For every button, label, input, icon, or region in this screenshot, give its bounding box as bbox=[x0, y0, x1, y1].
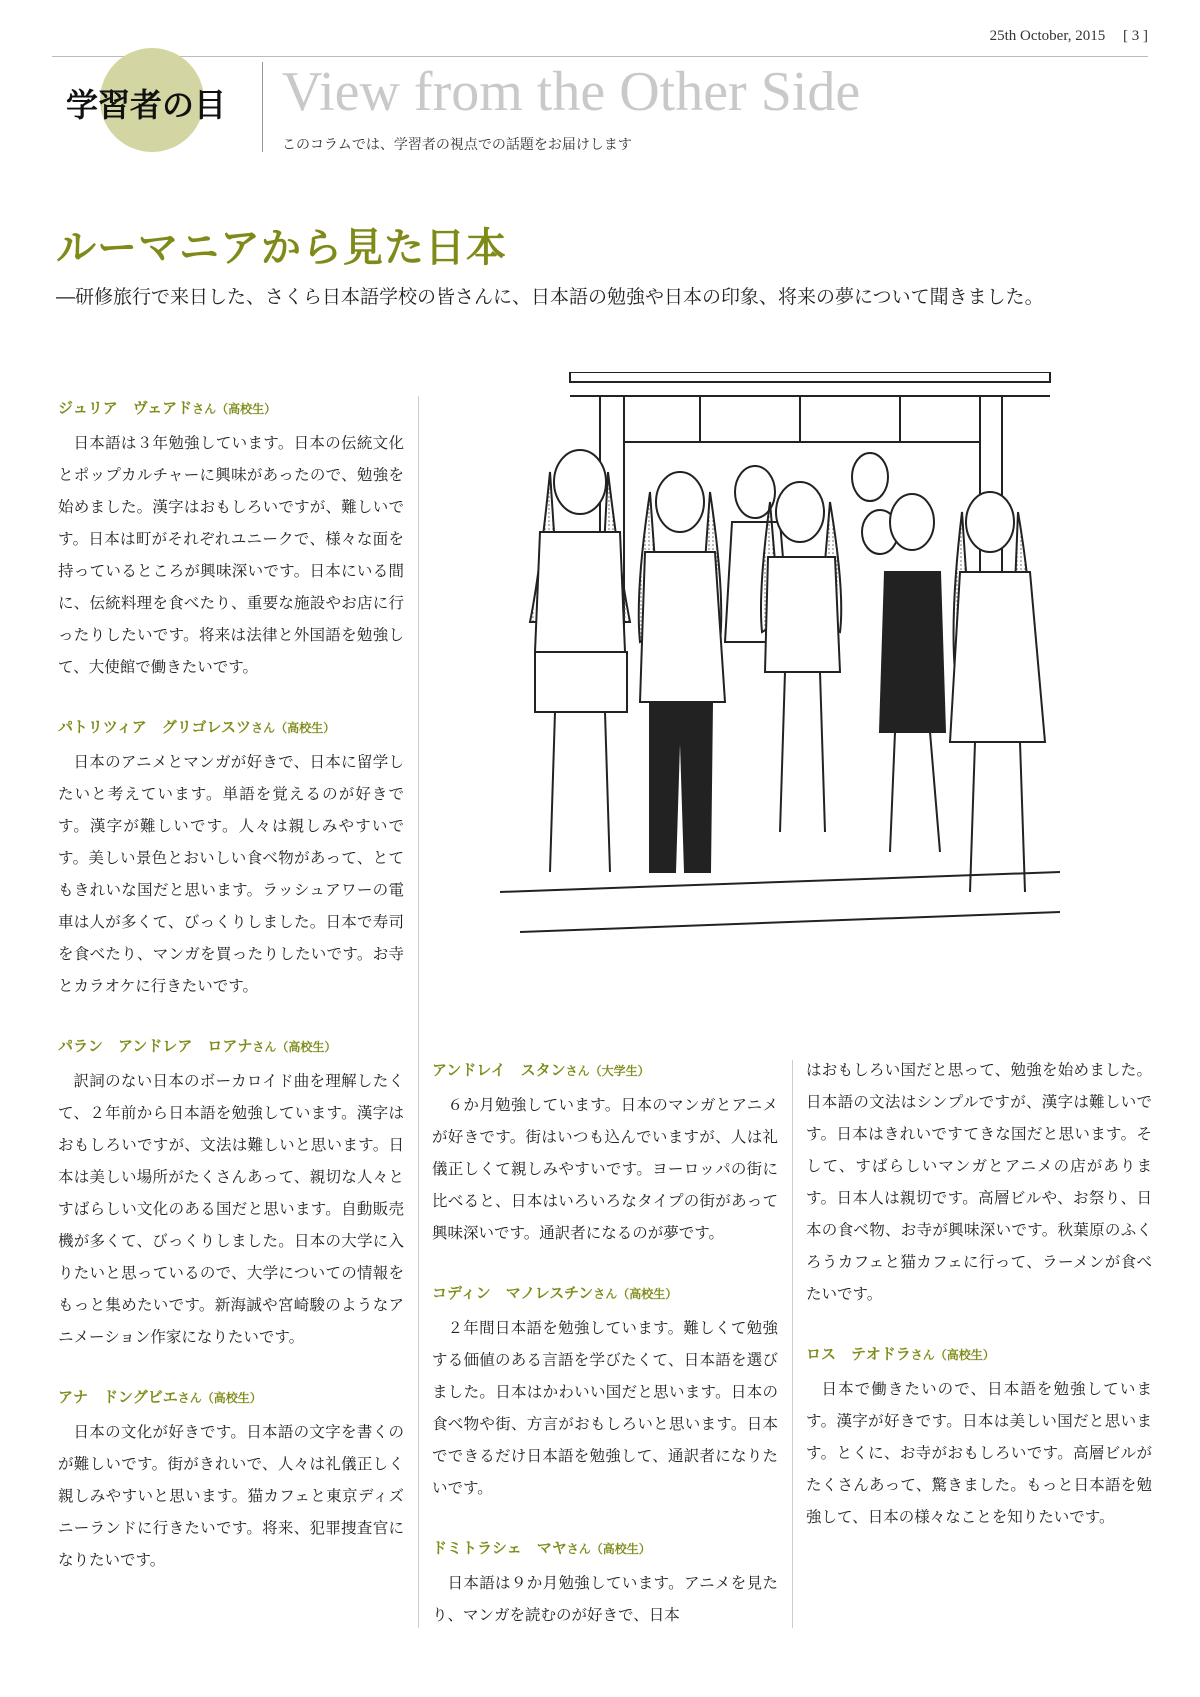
issue-date: 25th October, 2015 bbox=[989, 28, 1106, 44]
person-name: ジュリア ヴェアドさん（高校生） bbox=[58, 399, 277, 417]
person-text: 日本の文化が好きです。日本語の文字を書くのが難しいです。街がきれいで、人々は礼儀正しく親しみやすいと思います。猫カフェと東京ディズニーランドに行きたいです。将来、犯罪捜査官になりたいです。 bbox=[58, 1423, 404, 1569]
column-description: このコラムでは、学習者の視点での話題をお届けします bbox=[282, 137, 632, 153]
figure-2 bbox=[639, 472, 725, 872]
interview-entry bbox=[58, 711, 404, 1002]
person-text: 日本語は９か月勉強しています。アニメを見たり、マンガを読むのが好きで、日本 bbox=[432, 1574, 778, 1624]
person-text: ６か月勉強しています。日本のマンガとアニメが好きです。街はいつも込んでいますが、人は礼儀正しくて親しみやすいです。ヨーロッパの街に比べると、日本はいろいろなタイプの街があって興味深いです。通訳者になるのが夢です。 bbox=[432, 1096, 778, 1242]
column-left bbox=[58, 392, 404, 1604]
person-name: コディン マノレスチンさん（高校生） bbox=[432, 1284, 678, 1302]
header-rule bbox=[52, 56, 1148, 57]
issue-date-line bbox=[990, 28, 1148, 45]
students-group-illustration bbox=[500, 372, 1060, 972]
interview-entry bbox=[432, 1054, 778, 1249]
interview-entry bbox=[806, 1338, 1152, 1533]
interview-entry bbox=[58, 1030, 404, 1353]
person-text: 日本で働きたいので、日本語を勉強しています。漢字が好きです。日本は美しい国だと思います。とくに、お寺がおもしろいです。高層ビルがたくさんあって、驚きました。もっと日本語を勉強して、日本の様々なことを知りたいです。 bbox=[806, 1380, 1152, 1526]
person-name: アンドレイ スタンさん（大学生） bbox=[432, 1061, 650, 1079]
person-text: 日本のアニメとマンガが好きで、日本に留学したいと考えています。単語を覚えるのが好きです。漢字が難しいです。人々は親しみやすいです。美しい景色とおいしい食べ物があって、とてもきれいな国だと思います。ラッシュアワーの電車は人が多くて、びっくりしました。日本で寿司を食べたり、マンガを買ったりしたいです。お寺とカラオケに行きたいです。 bbox=[58, 753, 404, 995]
person-text: 日本語は３年勉強しています。日本の伝統文化とポップカルチャーに興味があったので、勉強を始めました。漢字はおもしろいですが、難しいです。日本は町がそれぞれユニークで、様々な面を持っているところが興味深いです。日本にいる間に、伝統料理を食べたり、重要な施設やお店に行ったりしたいです。将来は法律と外国語を勉強して、大使館で働きたいです。 bbox=[58, 434, 404, 676]
person-text: 訳詞のない日本のボーカロイド曲を理解したくて、２年前から日本語を勉強しています。漢字はおもしろいですが、文法は難しいと思います。日本は美しい場所がたくさんあって、親切な人々とすばらしい文化のある国だと思います。自動販売機が多くて、びっくりしました。日本の大学に入りたいと思っているので、大学についての情報をもっと集めたいです。新海誠や宮崎駿のようなアニメーション作家になりたいです。 bbox=[58, 1072, 404, 1346]
person-name: ロス テオドラさん（高校生） bbox=[806, 1345, 995, 1363]
article-title: ルーマニアから見た日本 bbox=[56, 225, 507, 271]
person-name: パトリツィア グリゴレスツさん（高校生） bbox=[58, 718, 336, 736]
page-number: [ 3 ] bbox=[1123, 28, 1148, 44]
interview-entry bbox=[58, 392, 404, 683]
person-name: ドミトラシェ マヤさん（高校生） bbox=[432, 1539, 651, 1557]
person-text: はおもしろい国だと思って、勉強を始めました。日本語の文法はシンプルですが、漢字は難しいです。日本はきれいですてきな国だと思います。そして、すばらしいマンガとアニメの店があります。日本人は親切です。高層ビルや、お祭り、日本の食べ物、お寺が興味深いです。秋葉原のふくろうカフェと猫カフェに行って、ラーメンが食べたいです。 bbox=[806, 1061, 1152, 1303]
header-divider bbox=[262, 62, 263, 152]
interview-entry bbox=[432, 1277, 778, 1504]
person-name: アナ ドングビエさん（高校生） bbox=[58, 1388, 262, 1406]
person-name: パラン アンドレア ロアナさん（高校生） bbox=[58, 1037, 337, 1055]
column-divider bbox=[792, 1060, 793, 1628]
column-divider bbox=[418, 396, 419, 1628]
english-title: View from the Other Side bbox=[282, 61, 861, 123]
section-label: 学習者の目 bbox=[66, 86, 227, 124]
article-subtitle: ―研修旅行で来日した、さくら日本語学校の皆さんに、日本語の勉強や日本の印象、将来の夢について聞きました。 bbox=[56, 286, 1044, 308]
column-right bbox=[806, 1054, 1152, 1561]
person-text: ２年間日本語を勉強しています。難しくて勉強する価値のある言語を学びたくて、日本語を選びました。日本はかわいい国だと思います。日本の食べ物や街、方言がおもしろいと思います。日本でできるだけ日本語を勉強して、通訳者になりたいです。 bbox=[432, 1319, 778, 1497]
figure-4 bbox=[761, 482, 841, 832]
column-middle bbox=[432, 1054, 778, 1659]
interview-entry-continued bbox=[806, 1054, 1152, 1310]
interview-entry bbox=[58, 1381, 404, 1576]
interview-entry bbox=[432, 1532, 778, 1631]
figure-5 bbox=[852, 453, 945, 852]
